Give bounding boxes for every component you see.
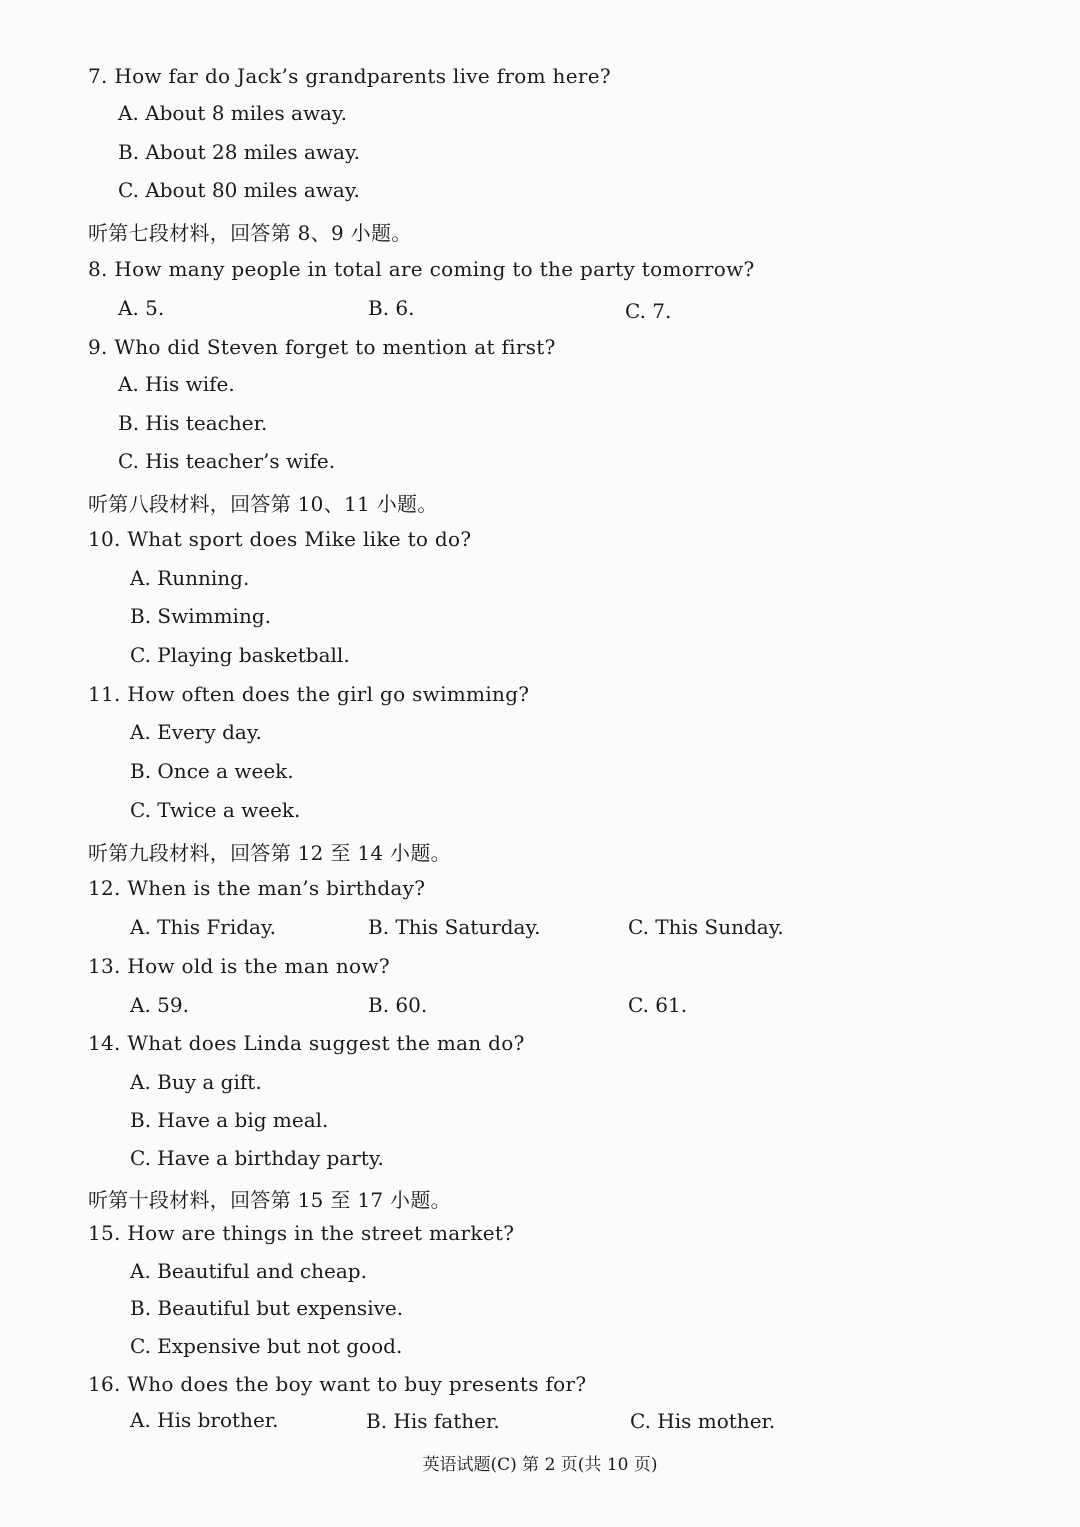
option-10b: B. Swimming. [130,604,271,628]
option-14b: B. Have a big meal. [130,1108,329,1132]
option-10a: A. Running. [130,566,250,590]
option-8a: A. 5. [118,296,165,320]
option-16b: B. His father. [366,1409,500,1433]
question-12: 12. When is the man’s birthday? [88,876,426,900]
option-13c: C. 61. [628,993,688,1017]
option-7c: C. About 80 miles away. [118,178,360,202]
option-9c: C. His teacher’s wife. [118,449,336,473]
option-7b: B. About 28 miles away. [118,140,360,164]
page-footer: 英语试题(C) 第 2 页(共 10 页) [422,1455,658,1475]
option-12b: B. This Saturday. [368,915,541,939]
question-15: 15. How are things in the street market? [88,1221,515,1245]
section-9-heading: 听第九段材料，回答第 12 至 14 小题。 [88,841,451,865]
option-15c: C. Expensive but not good. [130,1334,403,1358]
option-15b: B. Beautiful but expensive. [130,1296,404,1320]
option-13a: A. 59. [130,993,189,1017]
question-7: 7. How far do Jack’s grandparents live from here? [88,64,611,88]
question-13: 13. How old is the man now? [88,954,390,978]
option-7a: A. About 8 miles away. [118,101,347,125]
option-8c: C. 7. [625,299,672,323]
option-14a: A. Buy a gift. [130,1070,262,1094]
option-12c: C. This Sunday. [628,915,784,939]
option-16a: A. His brother. [130,1408,279,1432]
option-11c: C. Twice a week. [130,798,301,822]
option-12a: A. This Friday. [130,915,276,939]
option-13b: B. 60. [368,993,428,1017]
option-11b: B. Once a week. [130,759,294,783]
question-8: 8. How many people in total are coming to the party tomorrow? [88,257,755,281]
section-10-heading: 听第十段材料，回答第 15 至 17 小题。 [88,1188,451,1212]
option-10c: C. Playing basketball. [130,643,350,667]
question-10: 10. What sport does Mike like to do? [88,527,472,551]
section-8-heading: 听第八段材料，回答第 10、11 小题。 [88,492,438,516]
question-14: 14. What does Linda suggest the man do? [88,1031,525,1055]
question-11: 11. How often does the girl go swimming? [88,682,530,706]
section-7-heading: 听第七段材料，回答第 8、9 小题。 [88,221,412,245]
option-9a: A. His wife. [118,372,235,396]
option-8b: B. 6. [368,296,415,320]
option-9b: B. His teacher. [118,411,268,435]
option-15a: A. Beautiful and cheap. [130,1259,367,1283]
option-14c: C. Have a birthday party. [130,1146,384,1170]
question-9: 9. Who did Steven forget to mention at first? [88,335,556,359]
question-16: 16. Who does the boy want to buy presents for? [88,1372,587,1396]
option-16c: C. His mother. [630,1409,776,1433]
option-11a: A. Every day. [130,720,262,744]
